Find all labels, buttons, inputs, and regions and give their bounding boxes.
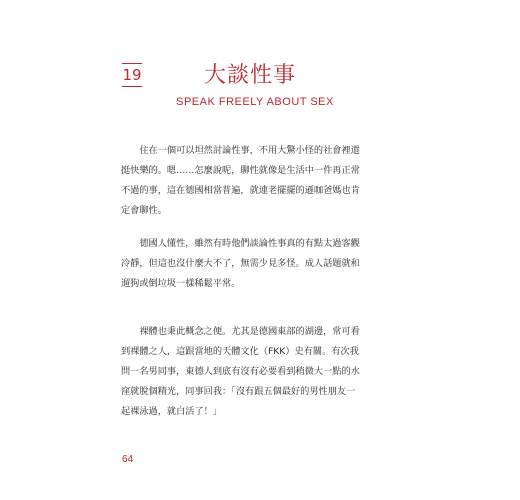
page-number: 64 [122, 454, 134, 465]
chapter-title: 大談性事 [203, 63, 296, 88]
paragraph-line: 定會聊性。 [121, 205, 167, 216]
paragraph-2 [121, 234, 379, 294]
paragraph-line: 遛狗或倒垃圾一樣稀鬆平常。 [121, 278, 241, 289]
paragraph-line: 冷靜，但這也沒什麼大不了，無需少見多怪。成人話題就和 [121, 258, 360, 269]
paragraph-line: 問一名男同事，東德人到底有沒有必要看到稍微大一點的水 [121, 366, 360, 377]
paragraph-line: 起裸泳過，就白活了！」 [121, 406, 223, 417]
chapter-subtitle: SPEAK FREELY ABOUT SEX [176, 96, 334, 108]
paragraph-line: 不過的事，這在德國相當普遍，就連老擺擺的遜咖爸媽也肯 [121, 185, 360, 196]
paragraph-line: 德國人懂性，雖然有時他們談論性事真的有點太過客觀 [121, 238, 360, 249]
chapter-number: 19 [122, 63, 142, 87]
paragraph-line: 裸體也秉此概念之便。尤其是德國東部的湖邊，常可看 [121, 326, 360, 337]
paragraph-line: 到裸體之人，這跟當地的天體文化（FKK）史有關。有次我 [121, 346, 359, 357]
paragraph-line: 窪就脫個精光，同事回我：「沒有跟五個最好的男性朋友一 [121, 386, 356, 397]
paragraph-1 [121, 141, 379, 221]
paragraph-line: 住在一個可以坦然討論性事，不用大驚小怪的社會裡還 [121, 145, 360, 156]
paragraph-3 [121, 322, 379, 422]
paragraph-line: 挺快樂的。嗯……怎麼說呢，聊性就像是生活中一件再正常 [121, 165, 360, 176]
